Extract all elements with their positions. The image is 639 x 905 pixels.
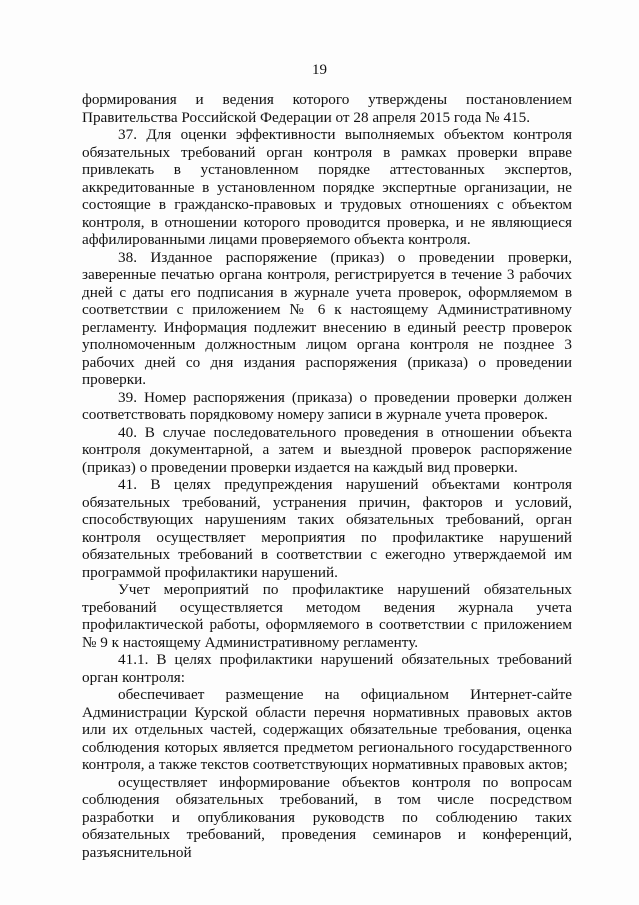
paragraph-item-38: 38. Изданное распоряжение (приказ) о проведении проверки, заверенные печатью органа контроля, регистрируется в течение 3 рабочих дней с даты его подписания в журнале учета проверок, оформляемом в соответствии с приложением № 6 к настоящему Административному регламенту. Информация подлежит внесению в единый реестр проверок уполномоченным должностным лицом органа контроля не позднее 3 рабочих дней со дня издания распоряжения (приказа) о проведении проверки. — [82, 248, 572, 388]
paragraph-informing: осуществляет информирование объектов контроля по вопросам соблюдения обязательных требований, в том числе посредством разработки и опубликования руководств по соблюдению таких обязательных требований, проведения семинаров и конференций, разъяснительной — [82, 773, 572, 861]
document-body — [82, 91, 572, 861]
paragraph-provides-placement: обеспечивает размещение на официальном Интернет-сайте Администрации Курской области перечня нормативных правовых актов или их отдельных частей, содержащих обязательные требования, оценка соблюдения которых является предметом регионального государственного контроля, а также текстов соответствующих нормативных правовых актов; — [82, 686, 572, 773]
page-number: 19 — [312, 62, 327, 78]
paragraph-item-37: 37. Для оценки эффективности выполняемых объектом контроля обязательных требований орган контроля в рамках проверки вправе привлекать в установленном порядке аттестованных экспертов, аккредитованные в установленном порядке экспертные организации, не состоящие в гражданско-правовых и трудовых отношениях с объектом контроля, в отношении которого проводится проверка, и не являющиеся аффилированными лицами проверяемого объекта контроля. — [82, 126, 572, 248]
paragraph-item-40: 40. В случае последовательного проведения в отношении объекта контроля документарной, а затем и выездной проверок распоряжение (приказ) о проведении проверки издается на каждый вид проверки. — [82, 423, 572, 476]
paragraph-item-41-1: 41.1. В целях профилактики нарушений обязательных требований орган контроля: — [82, 651, 572, 686]
paragraph-item-41: 41. В целях предупреждения нарушений объектами контроля обязательных требований, устранения причин, факторов и условий, способствующих нарушениям таких обязательных требований, орган контроля осуществляет мероприятия по профилактике нарушений обязательных требований в соответствии с ежегодно утверждаемой им программой профилактики нарушений. — [82, 476, 572, 581]
paragraph-accounting: Учет мероприятий по профилактике нарушений обязательных требований осуществляется методом ведения журнала учета профилактической работы, оформляемого в соответствии с приложением № 9 к настоящему Административному регламенту. — [82, 581, 572, 651]
paragraph-item-39: 39. Номер распоряжения (приказа) о проведении проверки должен соответствовать порядковому номеру записи в журнале учета проверок. — [82, 388, 572, 423]
paragraph-continuation: формирования и ведения которого утверждены постановлением Правительства Российской Федерации от 28 апреля 2015 года № 415. — [82, 91, 572, 126]
